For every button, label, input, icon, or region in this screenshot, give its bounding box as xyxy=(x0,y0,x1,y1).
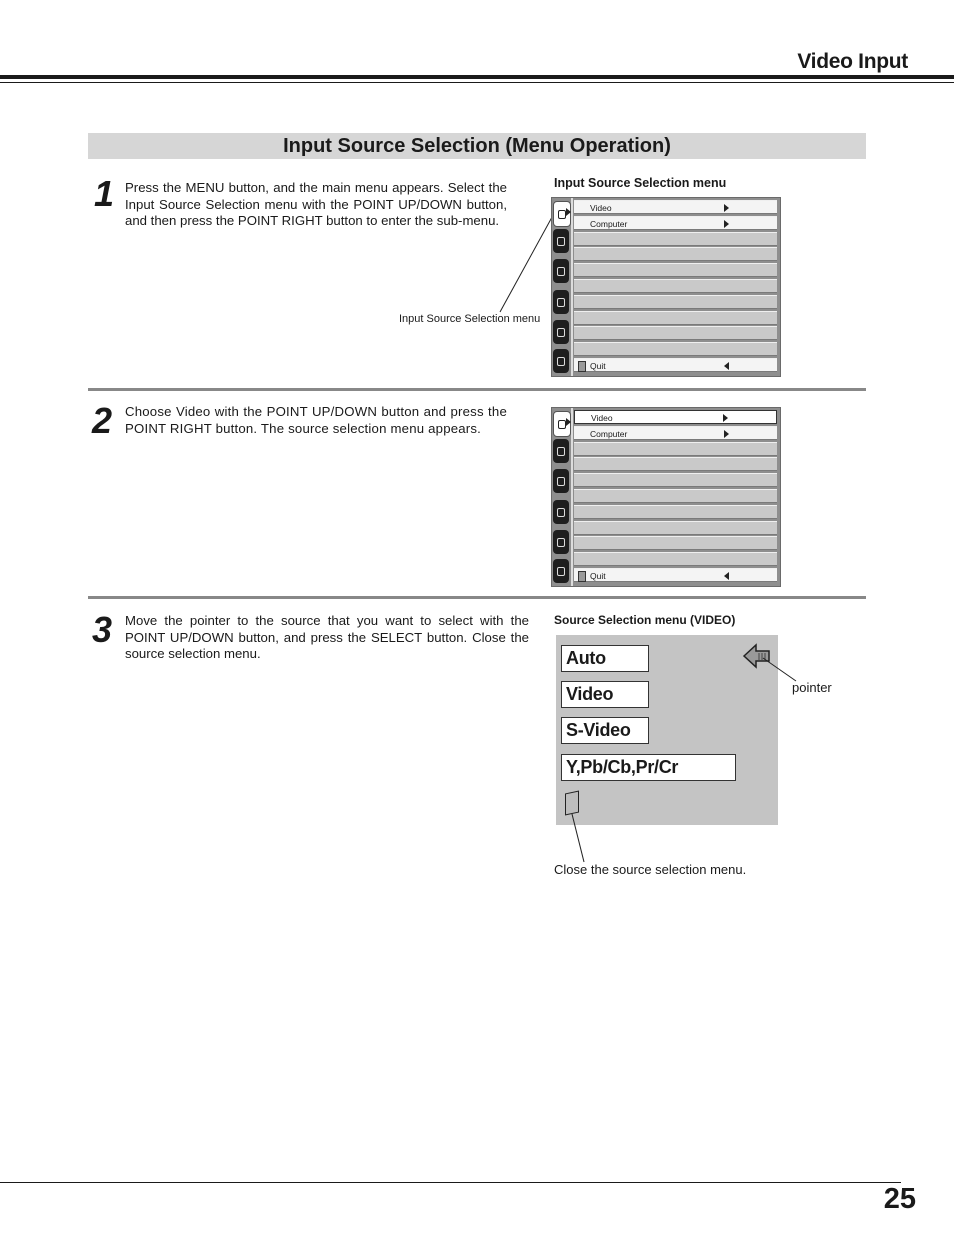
screen-icon[interactable] xyxy=(553,469,569,493)
menu-item-quit[interactable] xyxy=(574,568,777,582)
arrow-right-icon xyxy=(723,414,728,422)
menu-item-quit[interactable] xyxy=(574,358,777,372)
arrow-left-icon xyxy=(724,362,729,370)
menu-item-label: Quit xyxy=(590,360,606,371)
menu-row-empty xyxy=(574,263,777,277)
section-banner xyxy=(88,133,866,159)
menu-item-video[interactable] xyxy=(574,200,777,214)
menu-row-empty xyxy=(574,552,777,566)
menu-row-empty xyxy=(574,295,777,309)
settings-icon[interactable] xyxy=(553,349,569,373)
sound-icon[interactable] xyxy=(553,290,569,314)
settings-icon[interactable] xyxy=(553,559,569,583)
footer-rule xyxy=(0,1182,901,1183)
menu-rows xyxy=(574,410,777,584)
figure1-caption: Input Source Selection menu xyxy=(554,176,727,190)
figure3-caption: Source Selection menu (VIDEO) xyxy=(554,613,736,627)
menu-row-empty xyxy=(574,521,777,535)
arrow-right-icon xyxy=(724,204,729,212)
step-text-1: Press the MENU button, and the main menu appears. Select the Input Source Selection menu with the POINT UP/DOWN button, and then press the POINT RIGHT button to enter the sub-menu. xyxy=(125,180,507,229)
image-adjust-icon[interactable] xyxy=(553,229,569,253)
screen-icon[interactable] xyxy=(553,259,569,283)
menu-row-empty xyxy=(574,442,777,456)
header-rule xyxy=(0,75,954,79)
step-divider xyxy=(88,388,866,391)
close-menu-label: Close the source selection menu. xyxy=(554,862,747,877)
step-text-2: Choose Video with the POINT UP/DOWN button and press the POINT RIGHT button. The source selection menu appears. xyxy=(125,404,507,436)
source-option-ypbpr[interactable]: Y,Pb/Cb,Pr/Cr xyxy=(561,754,736,781)
step-number-1: 1 xyxy=(94,173,115,214)
menu-item-video[interactable] xyxy=(574,410,777,424)
header-rule-thin xyxy=(0,82,954,83)
menu-rows xyxy=(574,200,777,374)
source-selection-menu xyxy=(556,635,778,825)
source-option-auto[interactable]: Auto xyxy=(561,645,649,672)
menu-row-empty xyxy=(574,311,777,325)
menu-divider xyxy=(571,198,573,376)
menu-icon-column xyxy=(552,198,572,376)
sound-icon[interactable] xyxy=(553,500,569,524)
menu-row-empty xyxy=(574,489,777,503)
menu-row-empty xyxy=(574,473,777,487)
page-header-title: Video Input xyxy=(797,50,908,73)
menu-row-empty xyxy=(574,342,777,356)
menu-item-label: Video xyxy=(590,203,612,213)
pointer-label: pointer xyxy=(792,680,832,695)
source-option-s-video[interactable]: S-Video xyxy=(561,717,649,744)
menu-item-computer[interactable] xyxy=(574,426,777,440)
step-number-2: 2 xyxy=(92,400,113,441)
main-menu-2 xyxy=(551,407,781,587)
arrow-right-icon xyxy=(724,430,729,438)
quit-icon xyxy=(578,571,586,582)
menu-row-empty xyxy=(574,536,777,550)
menu-row-empty xyxy=(574,505,777,519)
menu-item-computer[interactable] xyxy=(574,216,777,230)
menu-item-label: Video xyxy=(591,413,613,423)
arrow-left-icon xyxy=(724,572,729,580)
menu-row-empty xyxy=(574,457,777,471)
menu-row-empty xyxy=(574,279,777,293)
step-divider xyxy=(88,596,866,599)
menu-item-label: Computer xyxy=(590,218,628,229)
menu-divider xyxy=(571,408,573,586)
page-number: 25 xyxy=(883,1183,916,1215)
source-option-video[interactable]: Video xyxy=(561,681,649,708)
section-title: Input Source Selection (Menu Operation) xyxy=(283,134,671,157)
menu-row-empty xyxy=(574,326,777,340)
close-callout-line xyxy=(568,812,588,864)
figure1-callout-label: Input Source Selection menu xyxy=(399,313,541,325)
step-number-3: 3 xyxy=(92,609,113,650)
arrow-right-icon xyxy=(724,220,729,228)
menu-item-label: Computer xyxy=(590,428,628,439)
language-icon[interactable] xyxy=(553,320,569,344)
language-icon[interactable] xyxy=(553,530,569,554)
menu-row-empty xyxy=(574,232,777,246)
quit-icon xyxy=(578,361,586,372)
menu-icon-column xyxy=(552,408,572,586)
step-text-3: Move the pointer to the source that you want to select with the POINT UP/DOWN button, and press the SELECT button. Close the source selection menu. xyxy=(125,613,529,662)
menu-item-label: Quit xyxy=(590,570,606,581)
main-menu-1 xyxy=(551,197,781,377)
menu-row-empty xyxy=(574,247,777,261)
image-adjust-icon[interactable] xyxy=(553,439,569,463)
